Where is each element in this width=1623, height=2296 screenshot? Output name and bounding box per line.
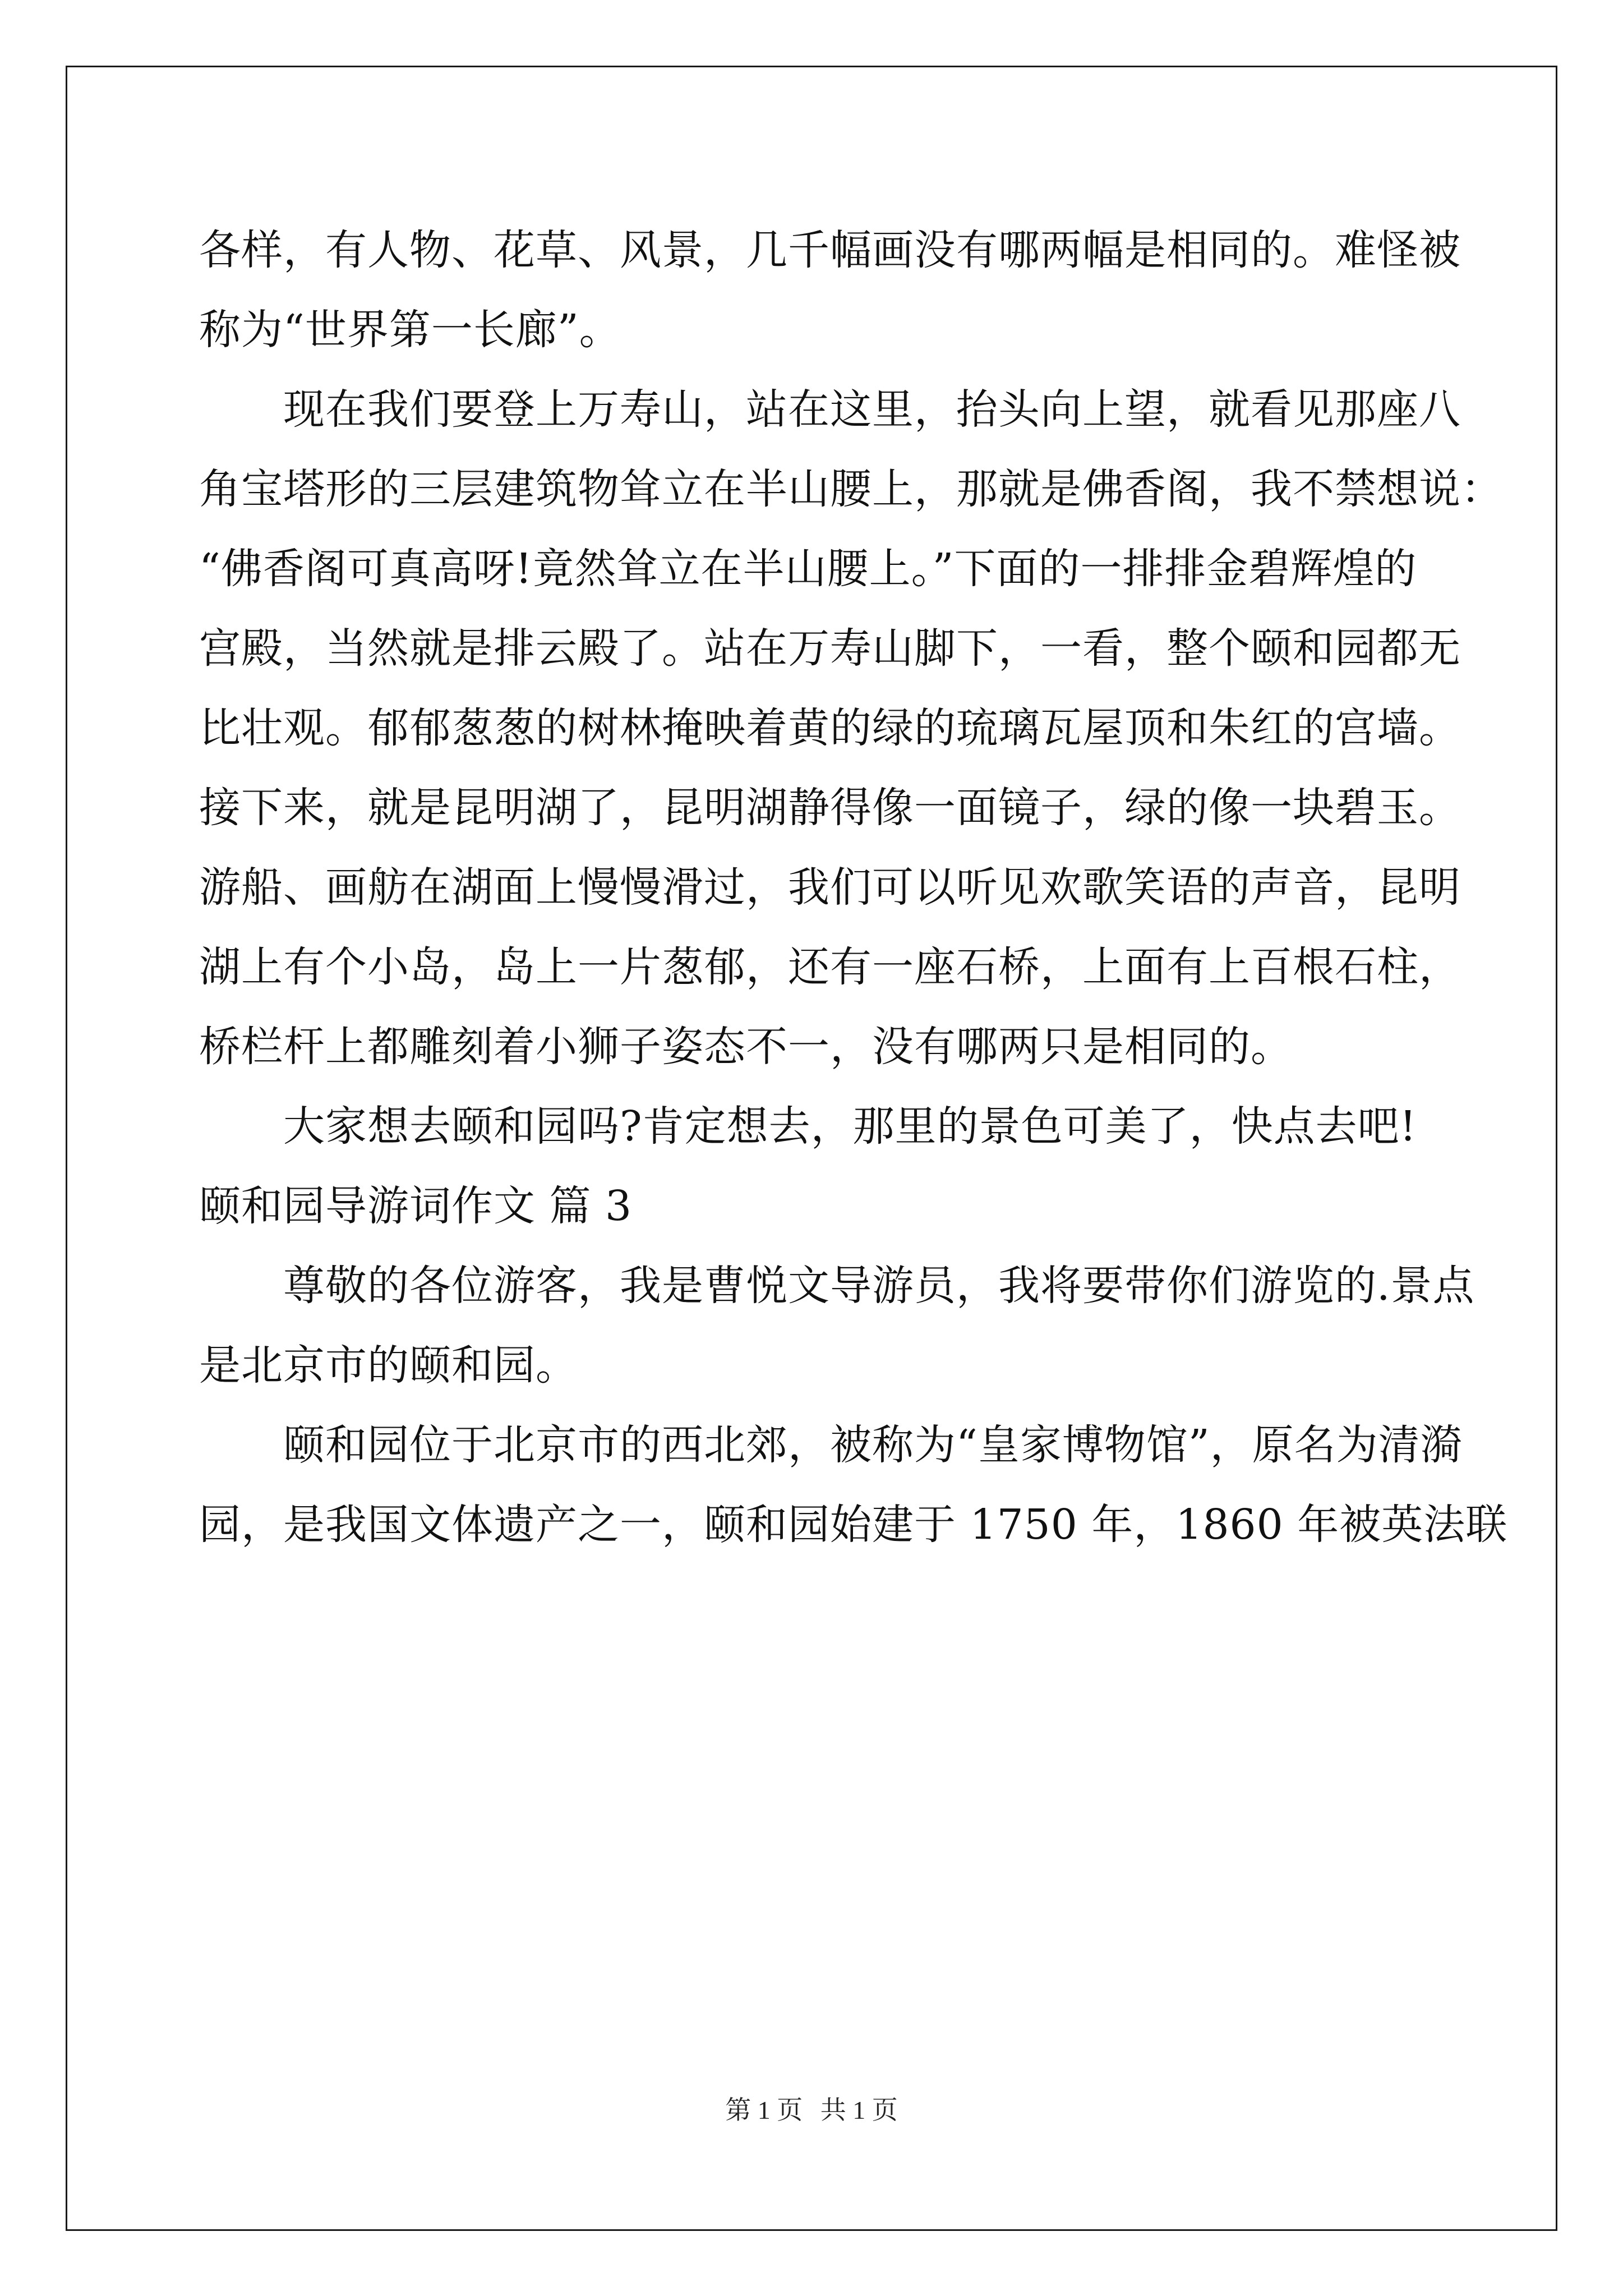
text-line-16: 颐和园位于北京市的西北郊，被称为“皇家博物馆”，原名为清漪	[283, 1421, 1463, 1469]
page-number: 第 1 页	[725, 2096, 803, 2124]
text-line-4: 角宝塔形的三层建筑物耸立在半山腰上，那就是佛香阁，我不禁想说：	[199, 465, 1503, 513]
text-line-12: 大家想去颐和园吗?肯定想去，那里的景色可美了，快点去吧!	[283, 1102, 1417, 1151]
text-line-2: 称为“世界第一长廊”。	[199, 306, 621, 354]
text-line-7: 比壮观。郁郁葱葱的树林掩映着黄的绿的琉璃瓦屋顶和朱红的宫墙。	[199, 704, 1461, 752]
text-line-8: 接下来，就是昆明湖了，昆明湖静得像一面镜子，绿的像一块碧玉。	[199, 784, 1461, 832]
text-line-5: “佛香阁可真高呀!竟然耸立在半山腰上。”下面的一排排金碧辉煌的	[199, 545, 1417, 593]
page-total: 共 1 页	[820, 2096, 898, 2124]
document-body	[199, 210, 1508, 1565]
text-line-1: 各样，有人物、花草、风景，几千幅画没有哪两幅是相同的。难怪被	[199, 226, 1461, 274]
text-line-6: 宫殿，当然就是排云殿了。站在万寿山脚下，一看，整个颐和园都无	[199, 624, 1461, 673]
text-line-15: 是北京市的颐和园。	[199, 1341, 578, 1389]
text-line-17: 园，是我国文体遗产之一，颐和园始建于 1750 年，1860 年被英法联	[199, 1501, 1508, 1549]
text-line-11: 桥栏杆上都雕刻着小狮子姿态不一，没有哪两只是相同的。	[199, 1023, 1293, 1071]
text-line-3: 现在我们要登上万寿山，站在这里，抬头向上望，就看见那座八	[283, 385, 1461, 434]
text-line-14: 尊敬的各位游客，我是曹悦文导游员，我将要带你们游览的.景点	[283, 1262, 1475, 1310]
text-line-9: 游船、画舫在湖面上慢慢滑过，我们可以听见欢歌笑语的声音，昆明	[199, 863, 1461, 912]
page-footer	[0, 2090, 1623, 2127]
text-line-10: 湖上有个小岛，岛上一片葱郁，还有一座石桥，上面有上百根石柱，	[199, 943, 1461, 991]
section-heading: 颐和园导游词作文 篇 3	[199, 1182, 633, 1230]
